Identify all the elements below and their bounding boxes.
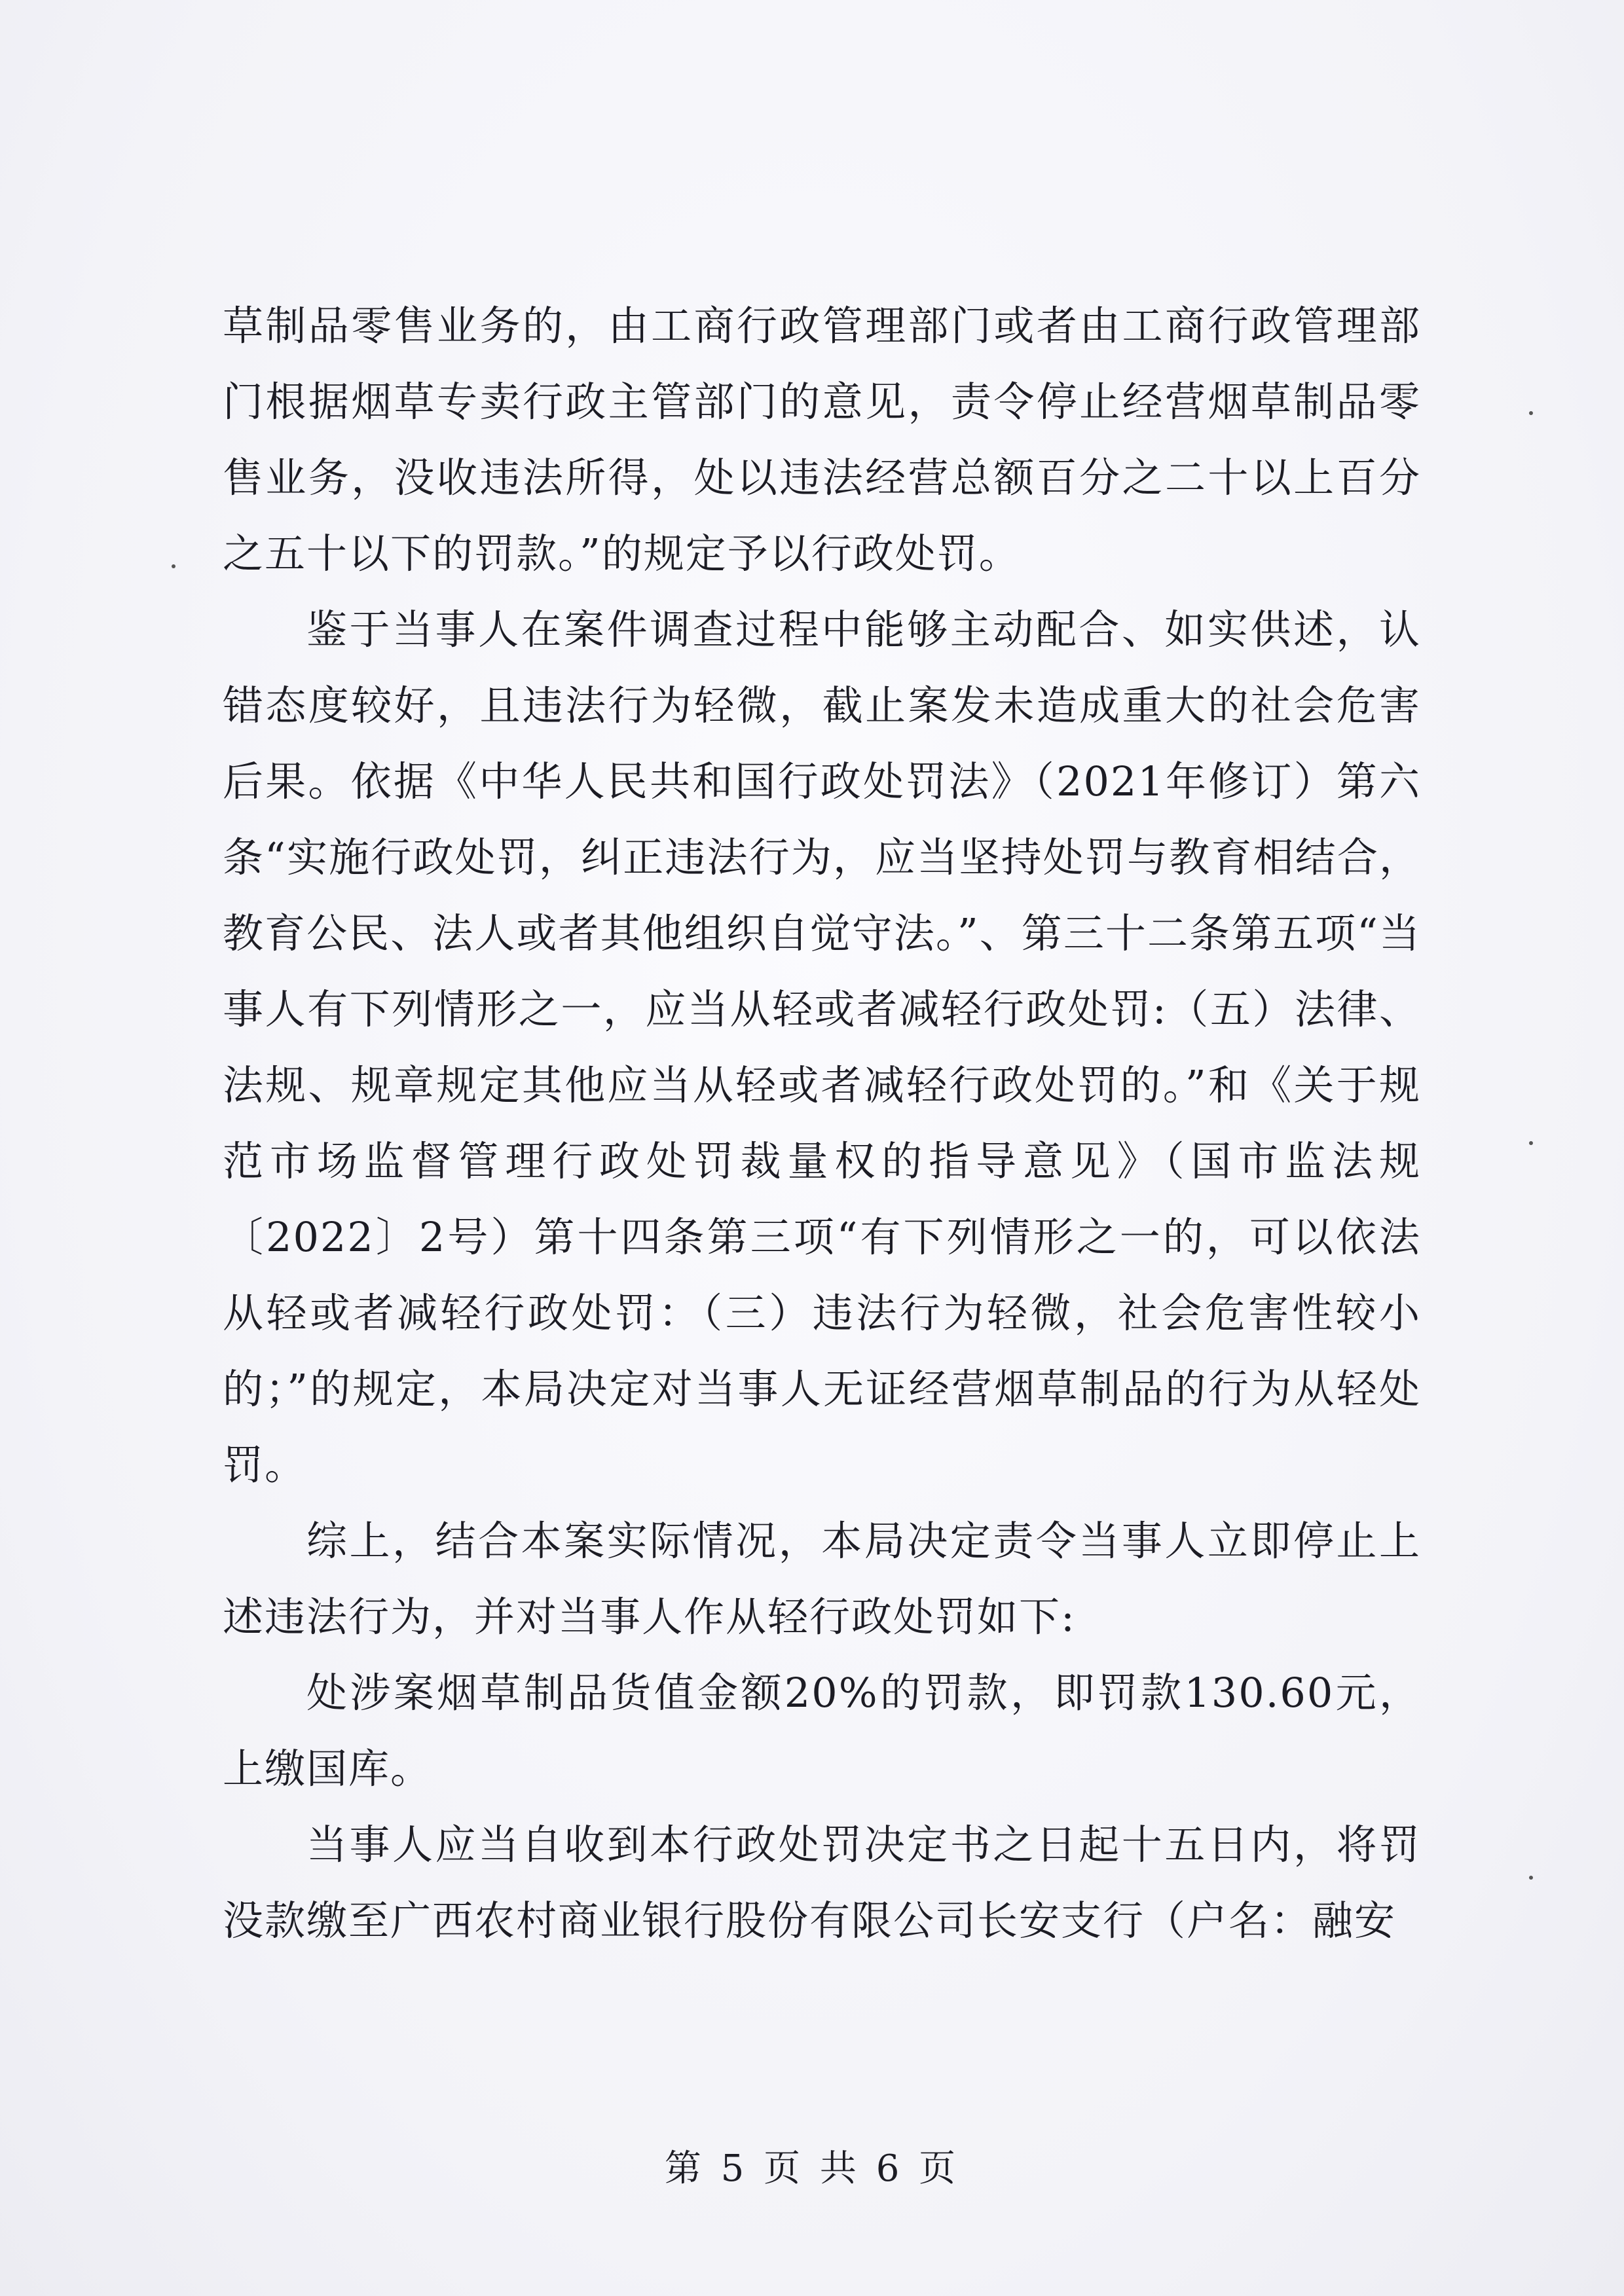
paragraph-penalty-basis: 草制品零售业务的，由工商行政管理部门或者由工商行政管理部门根据烟草专卖行政主管部门的意见，责令停止经营烟草制品零售业务，没收违法所得，处以违法经营总额百分之二十以上百分之五十以下的罚款。”的规定予以行政处罚。 <box>223 302 1421 577</box>
paragraph-payment-instruction: 当事人应当自收到本行政处罚决定书之日起十五日内，将罚没款缴至广西农村商业银行股份有限公司长安支行（户名：融安 <box>223 1821 1421 1944</box>
scan-speck <box>1529 1876 1533 1880</box>
scan-speck <box>1529 411 1533 415</box>
paragraph-decision-summary: 综上，结合本案实际情况，本局决定责令当事人立即停止上述违法行为，并对当事人作从轻行政处罚如下: <box>223 1517 1421 1641</box>
scan-speck <box>172 564 175 568</box>
paragraph-fine-amount: 处涉案烟草制品货值金额20%的罚款，即罚款130.60元，上缴国库。 <box>223 1669 1421 1793</box>
scan-speck <box>1529 1141 1533 1145</box>
page-number-footer: 第 5 页 共 6 页 <box>664 2147 960 2190</box>
document-body <box>223 288 1421 1959</box>
paragraph-leniency-reason: 鉴于当事人在案件调查过程中能够主动配合、如实供述，认错态度较好，且违法行为轻微，截止案发未造成重大的社会危害后果。依据《中华人民共和国行政处罚法》（2021年修订）第六条“实施行政处罚，纠正违法行为，应当坚持处罚与教育相结合，教育公民、法人或者其他组织自觉守法。”、第三十二条第五项“当事人有下列情形之一，应当从轻或者减轻行政处罚:（五）法律、法规、规章规定其他应当从轻或者减轻行政处罚的。”和《关于规范市场监督管理行政处罚裁量权的指导意见》（国市监法规〔2022〕2号）第十四条第三项“有下列情形之一的，可以依法从轻或者减轻行政处罚：（三）违法行为轻微，社会危害性较小的；”的规定，本局决定对当事人无证经营烟草制品的行为从轻处罚。 <box>223 606 1421 1489</box>
